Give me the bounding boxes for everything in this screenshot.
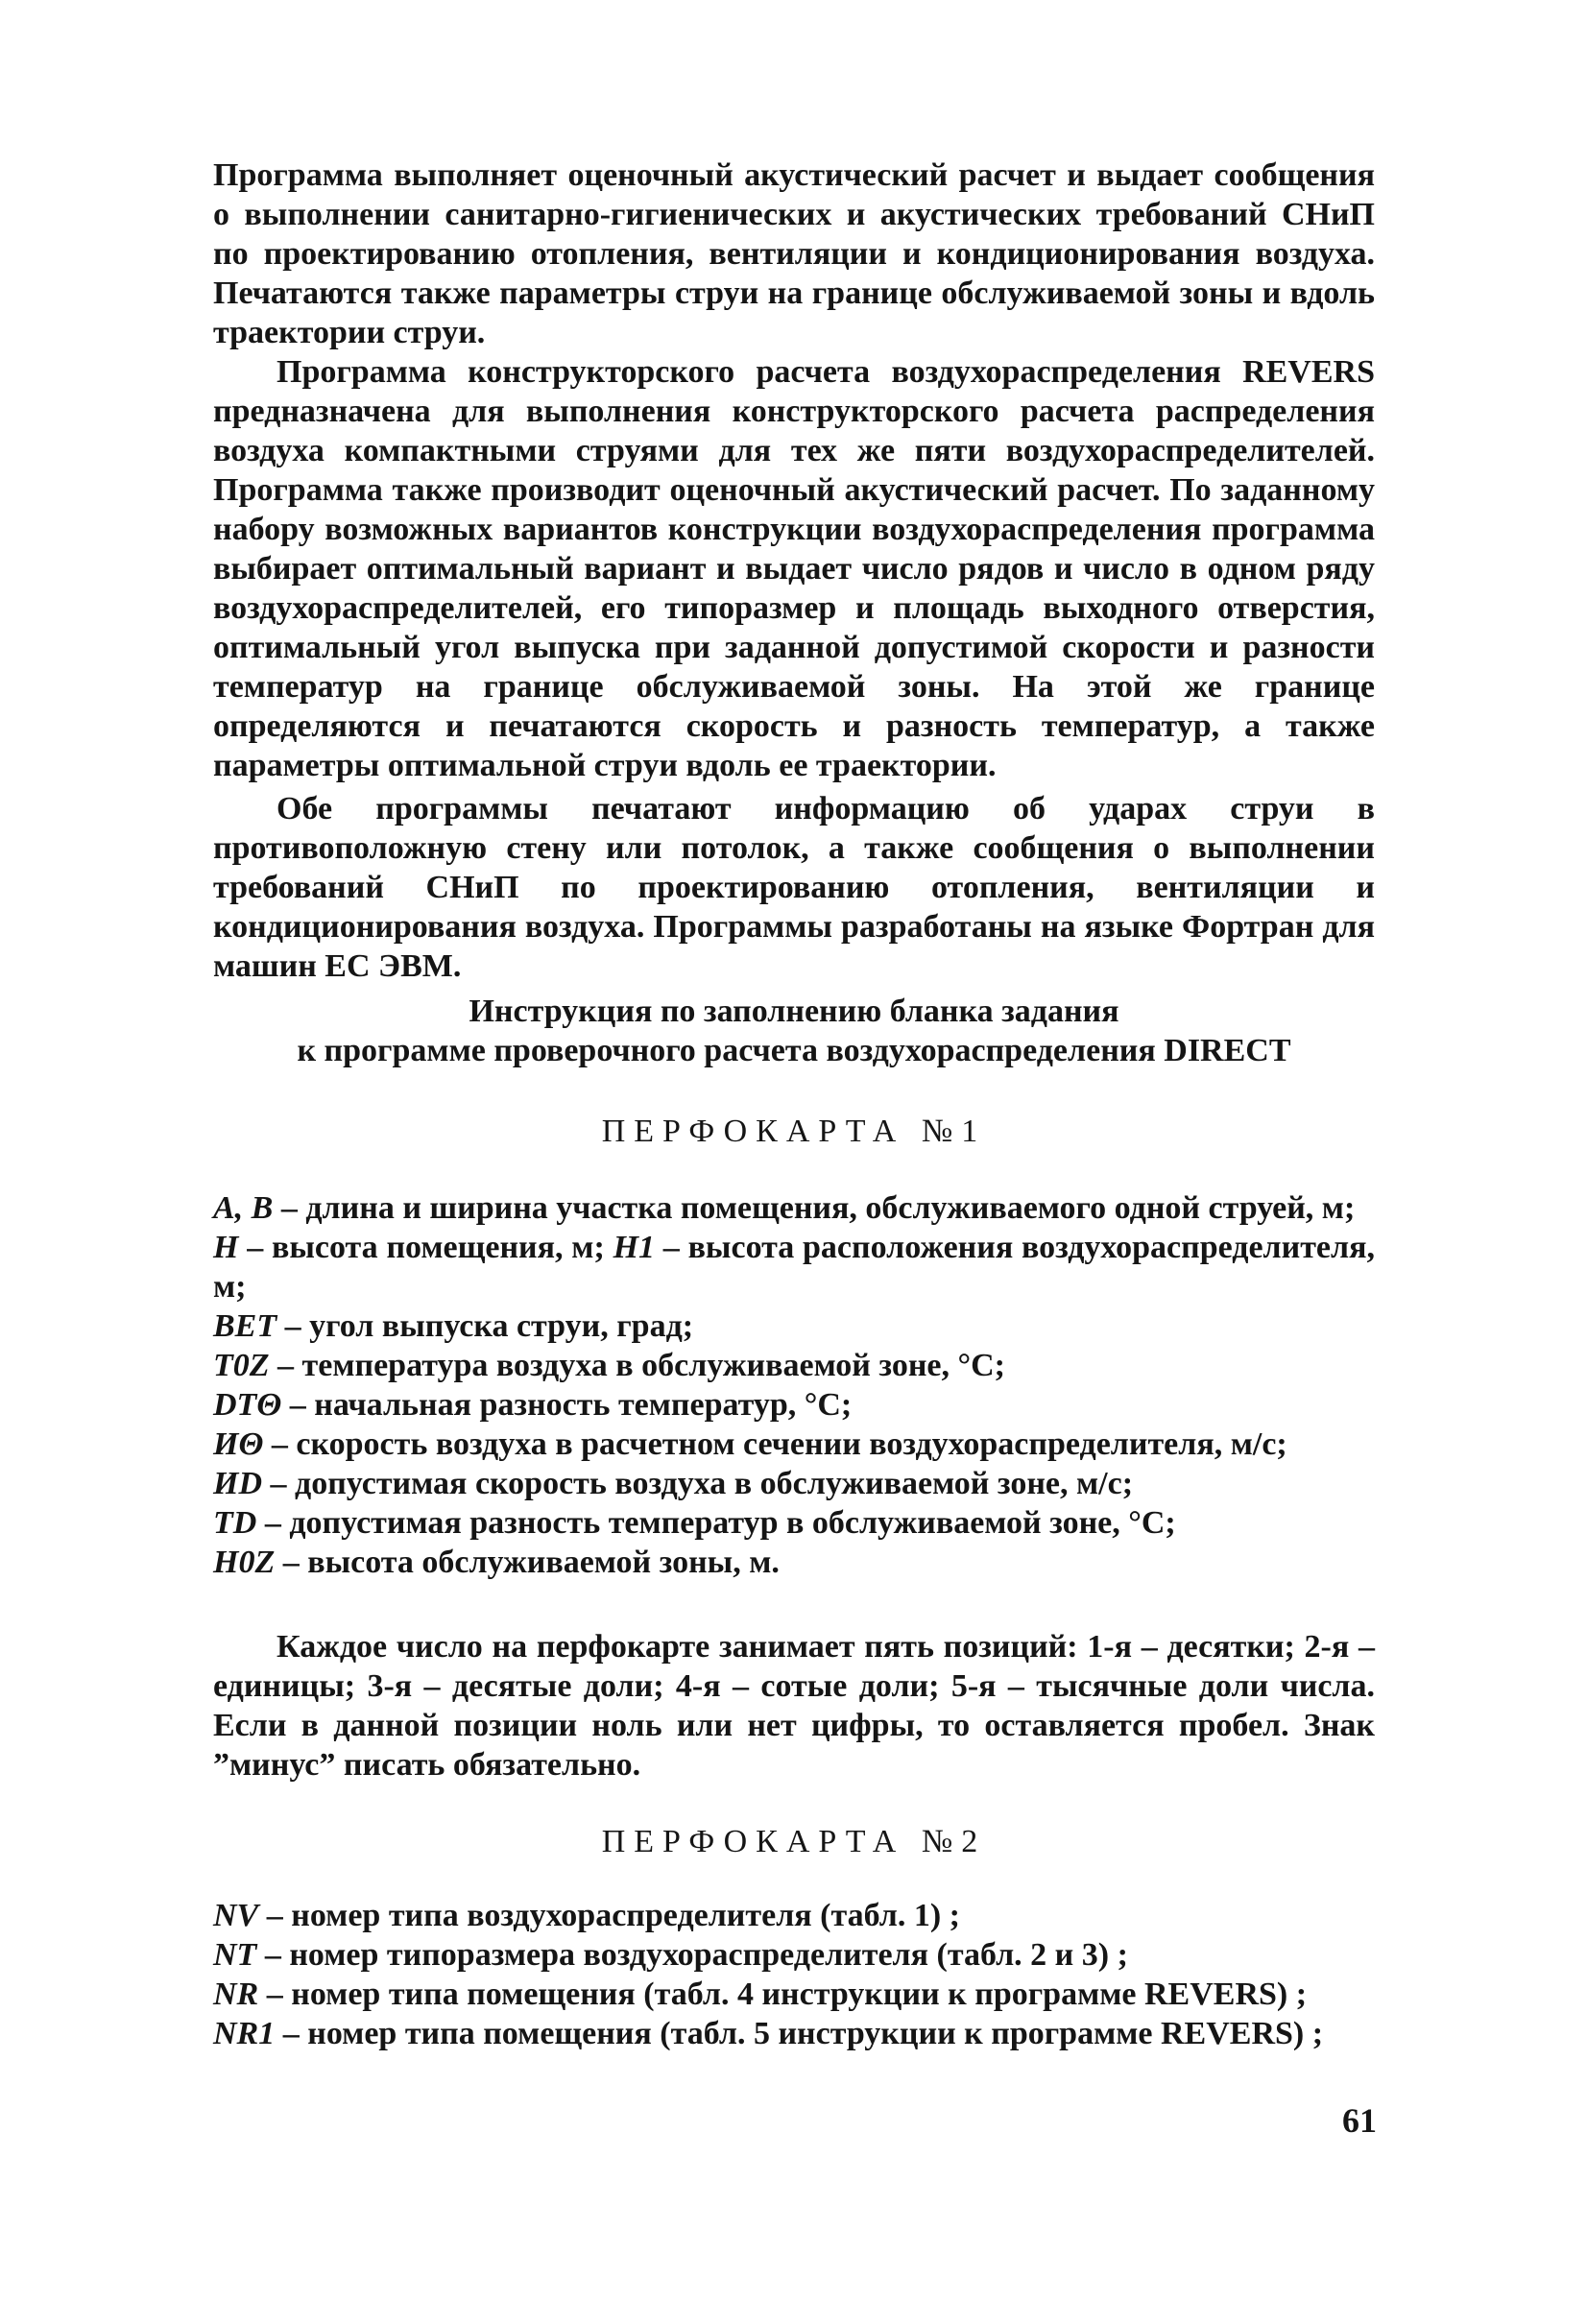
paragraph-direct-output: Программа выполняет оценочный акустический расчет и выдает сообщения о выполнении санитарно-гигиенических и акустических требований СНиП по проектированию отопления, вентиляции и кондиционирования воздуха. Печатаются также параметры струи на границе обслуживаемой зоны и вдоль траектории струи.: [213, 157, 1375, 350]
definition-text: – допустимая разность температур в обслуживаемой зоне, °C;: [256, 1505, 1176, 1541]
definition-symbol: NR: [213, 1977, 259, 2012]
definition-text: – высота расположения воздухораспределителя, м;: [213, 1230, 1375, 1305]
definition-item: [213, 1385, 1375, 1425]
definition-symbol: NV: [213, 1898, 259, 1933]
definition-text: – длина и ширина участка помещения, обслуживаемого одной струей, м;: [273, 1190, 1356, 1226]
instruction-heading-line1: Инструкция по заполнению бланка задания: [469, 994, 1119, 1029]
definition-text: – начальная разность температур, °C;: [281, 1387, 853, 1423]
definition-item: [213, 1425, 1375, 1464]
paragraph-both-programs: Обе программы печатают информацию об ударах струи в противоположную стену или потолок, а также сообщения о выполнении требований СНиП по проектированию отопления, вентиляции и кондиционирования воздуха. Программы разработаны на языке Фортран для машин ЕС ЭВМ.: [213, 791, 1375, 984]
definition-item: [213, 1464, 1375, 1503]
definition-symbol: DTΘ: [213, 1387, 282, 1423]
definition-item: [213, 1188, 1375, 1228]
definition-item: [213, 1503, 1375, 1543]
definition-text: – номер типа воздухораспределителя (табл. 1) ;: [258, 1898, 960, 1933]
definition-symbol: ИΘ: [213, 1426, 264, 1462]
definition-text: – температура воздуха в обслуживаемой зоне, °C;: [269, 1348, 1005, 1383]
definition-text: – высота помещения, м;: [238, 1230, 613, 1265]
definition-item: [213, 1975, 1375, 2014]
definition-item: [213, 2014, 1375, 2053]
definition-text: – номер типа помещения (табл. 4 инструкции к программе REVERS) ;: [258, 1977, 1308, 2012]
definition-item: [213, 1935, 1375, 1975]
definition-text: – скорость воздуха в расчетном сечении воздухораспределителя, м/с;: [263, 1426, 1287, 1462]
card2-definitions: [213, 1896, 1375, 2053]
definition-symbol: H0Z: [213, 1545, 276, 1580]
definition-symbol: H: [213, 1230, 239, 1265]
page-number: 61: [1342, 2101, 1377, 2140]
paragraph-revers-program: Программа конструкторского расчета воздухораспределения REVERS предназначена для выполнения конструкторского расчета распределения воздуха компактными струями для тех же пяти воздухораспределителей. Программа также производит оценочный акустический расчет. По заданному набору возможных вариантов конструкции воздухораспределения программа выбирает оптимальный вариант и выдает число рядов и число в одном ряду воздухораспределителей, его типоразмер и площадь выходного отверстия, оптимальный угол выпуска при заданной допустимой скорости и разности температур на границе обслуживаемой зоны. На этой же границе определяются и печатаются скорость и разность температур, а также параметры оптимальной струи вдоль ее траектории.: [213, 354, 1375, 783]
definition-symbol: T0Z: [213, 1348, 270, 1383]
definition-item: [213, 1306, 1375, 1346]
definition-symbol: TD: [213, 1505, 257, 1541]
definition-item: [213, 1543, 1375, 1582]
card2-title: ПЕРФОКАРТА №2: [601, 1824, 987, 1859]
definition-symbol: H1: [613, 1230, 656, 1265]
card1-definitions: [213, 1188, 1375, 1582]
definition-symbol: ИD: [213, 1466, 262, 1501]
definition-symbol: NT: [213, 1937, 257, 1973]
definition-text: – номер типоразмера воздухораспределителя (табл. 2 и 3) ;: [256, 1937, 1128, 1973]
definition-text: – высота обслуживаемой зоны, м.: [275, 1545, 780, 1580]
definition-symbol: NR1: [213, 2016, 276, 2051]
definition-text: – угол выпуска струи, град;: [277, 1308, 694, 1344]
card1-title: ПЕРФОКАРТА №1: [601, 1114, 987, 1149]
definition-symbol: BET: [213, 1308, 277, 1344]
card1-note: Каждое число на перфокарте занимает пять позиций: 1-я – десятки; 2-я – единицы; 3-я – десятые доли; 4-я – сотые доли; 5-я – тысячные доли числа. Если в данной позиции ноль или нет цифры, то оставляется пробел. Знак ”минус” писать обязательно.: [213, 1629, 1375, 1783]
definition-text: – допустимая скорость воздуха в обслуживаемой зоне, м/с;: [262, 1466, 1134, 1501]
definition-item: [213, 1346, 1375, 1385]
instruction-heading-line2: к программе проверочного расчета воздухораспределения DIRECT: [297, 1033, 1291, 1068]
definition-text: – номер типа помещения (табл. 5 инструкции к программе REVERS) ;: [275, 2016, 1324, 2051]
definition-item: [213, 1228, 1375, 1306]
definition-item: [213, 1896, 1375, 1935]
instruction-heading: [213, 992, 1375, 1070]
definition-symbol: A, B: [213, 1190, 274, 1226]
